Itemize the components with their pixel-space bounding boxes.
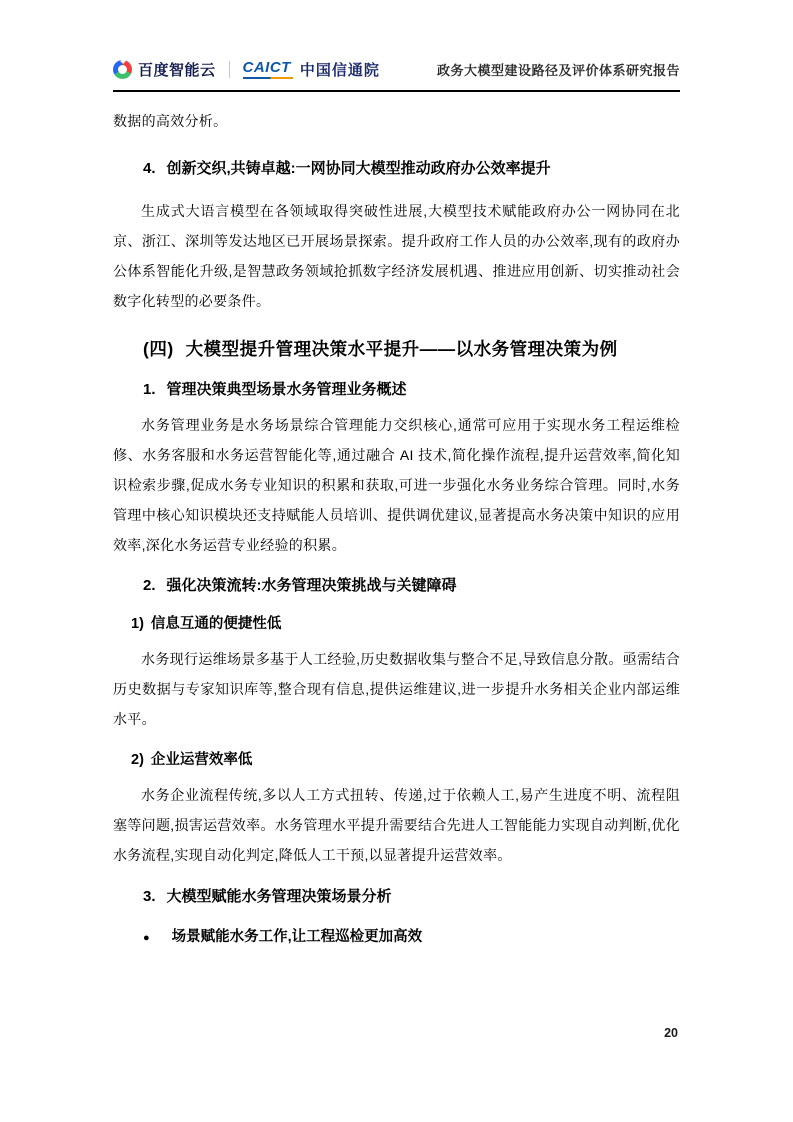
caict-org-text: 中国信通院: [299, 61, 380, 79]
heading-text: 强化决策流转:水务管理决策挑战与关键障碍: [166, 577, 457, 594]
subheading-text: 信息互通的便捷性低: [150, 616, 282, 632]
heading-text: 管理决策典型场景水务管理业务概述: [166, 381, 407, 398]
bullet-text: 场景赋能水务工作,让工程巡检更加高效: [171, 929, 423, 945]
paragraph-office-efficiency: 生成式大语言模型在各领域取得突破性进展,大模型技术赋能政府办公一网协同在北京、浙江、深圳等发达地区已开展场景探索。提升政府工作人员的办公效率,现有的政府办公体系智能化升级,是智慧政务领域抢抓数字经济发展机遇、推进应用创新、切实推动社会数字化转型的必要条件。: [113, 203, 680, 309]
paragraph-info-connectivity: 水务现行运维场景多基于人工经验,历史数据收集与整合不足,导致信息分散。亟需结合历史数据与专家知识库等,整合现有信息,提供运维建议,进一步提升水务相关企业内部运维水平。: [113, 651, 680, 727]
heading-number: 3.: [143, 888, 156, 905]
subheading-number: 2): [131, 752, 144, 768]
subheading-number: 1): [131, 616, 144, 632]
page-header: [113, 54, 680, 92]
heading-number: 1.: [143, 381, 156, 398]
bullet-item-inspection: [113, 926, 680, 949]
bullet-icon: ●: [143, 932, 150, 944]
header-logos: [113, 59, 380, 80]
heading-text: 大模型提升管理决策水平提升——以水务管理决策为例: [185, 339, 618, 359]
document-body: [113, 100, 680, 949]
heading-text: 创新交织,共铸卓越:一网协同大模型推动政府办公效率提升: [166, 160, 551, 177]
heading-number: 2.: [143, 577, 156, 594]
paragraph-business-overview: 水务管理业务是水务场景综合管理能力交织核心,通常可应用于实现水务工程运维检修、水务客服和水务运营智能化等,通过融合 AI 技术,简化操作流程,提升运营效率,简化知识检索步骤,促成水务专业知识的积累和获取,可进一步强化水务业务综合管理。同时,水务管理中核心知识模块还支持赋能人员培训、提供调优建议,显著提高水务决策中知识的应用效率,深化水务运营专业经验的积累。: [113, 417, 680, 553]
subheading-info-connectivity: [113, 613, 680, 635]
baidu-cloud-logo: [113, 59, 216, 80]
caict-acronym-text: CAICT: [243, 59, 293, 79]
logo-divider: [229, 61, 230, 78]
report-title: 政务大模型建设路径及评价体系研究报告: [436, 62, 680, 78]
heading-scenario-analysis: [113, 886, 680, 908]
paragraph-operation-efficiency: 水务企业流程传统,多以人工方式扭转、传递,过于依赖人工,易产生进度不明、流程阻塞等问题,损害运营效率。水务管理水平提升需要结合先进人工智能能力实现自动判断,优化水务流程,实现自动化判定,降低人工干预,以显著提升运营效率。: [113, 787, 680, 863]
heading-number: 4.: [143, 160, 156, 177]
heading-section-four: [113, 336, 680, 362]
heading-number: (四): [143, 339, 174, 359]
lead-paragraph: 数据的高效分析。: [113, 113, 228, 129]
subheading-text: 企业运营效率低: [150, 752, 253, 768]
heading-text: 大模型赋能水务管理决策场景分析: [166, 888, 392, 905]
baidu-cloud-icon: [113, 60, 132, 79]
baidu-cloud-logo-text: 百度智能云: [138, 61, 216, 79]
heading-business-overview: [113, 379, 680, 401]
page-number: 20: [664, 1026, 678, 1040]
subheading-operation-efficiency: [113, 749, 680, 771]
caict-logo: [243, 59, 380, 80]
heading-office-efficiency: [113, 158, 680, 180]
heading-decision-challenges: [113, 575, 680, 597]
